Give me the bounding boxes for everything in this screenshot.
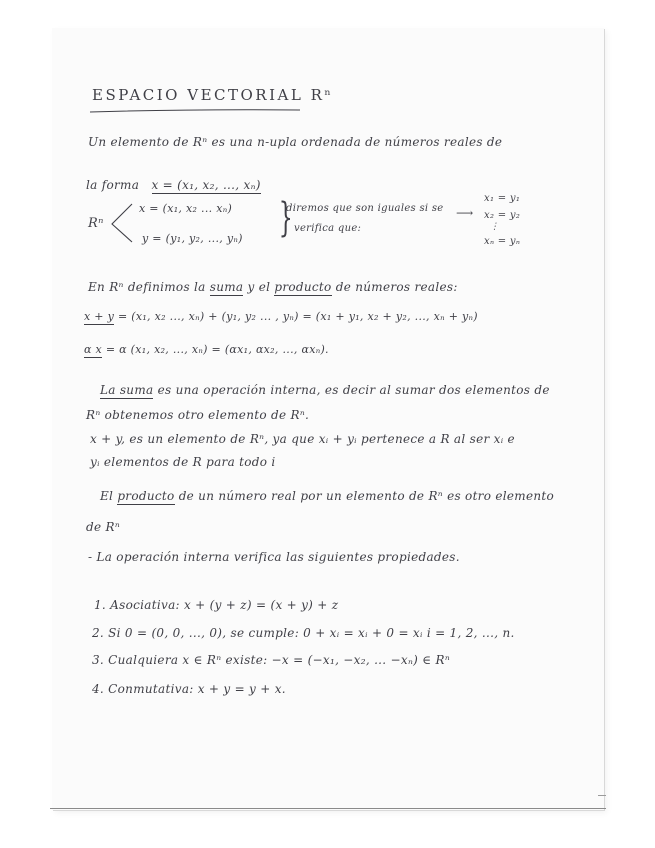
arrow-icon: ⟶ [456,206,474,220]
property-1: 1. Asociativa: x + (y + z) = (x + y) + z [94,598,339,612]
page-title: ESPACIO VECTORIAL Rⁿ [92,86,334,104]
suma-word: suma [209,280,244,294]
ops-line-1a: En Rⁿ definimos la [88,280,206,294]
suma-para-line-4: yᵢ elementos de R para todo i [90,455,276,469]
ops-line-1c: de números reales: [335,280,458,294]
condition-dots: ⋮ [490,222,500,232]
ops-line-1b: y el [247,280,271,294]
intro-line-2-prefix: la forma [86,178,140,192]
y-tuple: y = (y₁, y₂, ..., yₙ) [142,232,243,245]
condition-n: xₙ = yₙ [484,236,521,247]
prod-rhs: = α (x₁, x₂, ..., xₙ) = (αx₁, αx₂, ..., αxₙ). [105,343,329,356]
property-4: 4. Conmutativa: x + y = y + x. [92,682,286,696]
vector-x-definition: x = (x₁, x₂, ..., xₙ) [151,178,261,192]
condition-2: x₂ = y₂ [484,210,521,221]
prod-para-word: producto [117,489,175,503]
properties-intro: - La operación interna verifica las siguientes propiedades. [88,550,460,564]
rn-label: Rⁿ [88,216,104,231]
prod-para-line-2: de Rⁿ [86,520,120,534]
suma-para-line-3: x + y, es un elemento de Rⁿ, ya que xᵢ + yᵢ pertenece a R al ser xᵢ e [90,432,515,446]
equality-text-1: diremos que son iguales si se [286,203,444,214]
sum-lhs: x + y [84,310,115,323]
prod-para-line-1: de un número real por un elemento de Rⁿ es otro elemento [178,489,555,503]
condition-1: x₁ = y₁ [484,193,521,204]
prod-para-a: El [100,489,114,503]
prod-lhs: α x [84,343,103,356]
property-2: 2. Si 0 = (0, 0, ..., 0), se cumple: 0 + xᵢ = xᵢ + 0 = xᵢ i = 1, 2, ..., n. [92,626,515,640]
producto-word: producto [274,280,332,294]
property-3: 3. Cualquiera x ∈ Rⁿ existe: −x = (−x₁, −x₂, ... −xₙ) ∈ Rⁿ [92,653,451,667]
suma-para-line-2: Rⁿ obtenemos otro elemento de Rⁿ. [86,408,310,422]
right-brace-icon: } [278,195,293,241]
suma-para-line-1: es una operación interna, es decir al sumar dos elementos de [157,383,550,397]
equality-text-2: verifica que: [294,223,362,234]
sum-rhs: = (x₁, x₂ ..., xₙ) + (y₁, y₂ ... , yₙ) = (x₁ + y₁, x₂ + y₂, ..., xₙ + yₙ) [117,310,478,323]
suma-para-word: La suma [100,383,154,397]
x-tuple: x = (x₁, x₂ ... xₙ) [139,202,233,215]
intro-line-1: Un elemento de Rⁿ es una n-upla ordenada de números reales de [88,135,503,149]
